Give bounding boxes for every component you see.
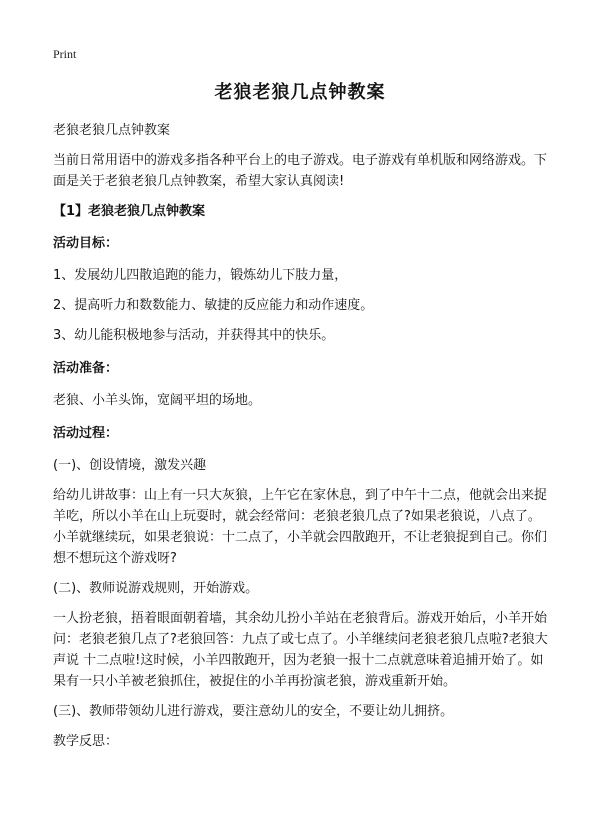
page-title: 老狼老狼几点钟教案 [214,82,386,103]
prep-text: 老狼、小羊头饰，宽阔平坦的场地。 [53,393,262,408]
goal-item: 3、幼儿能积极地参与活动，并获得其中的快乐。 [53,328,335,343]
goal-item: 1、发展幼儿四散追跑的能力，锻炼幼儿下肢力量， [53,268,348,283]
goal-item: 2、提高听力和数数能力、敏捷的反应能力和动作速度。 [53,298,374,313]
step1-heading: (一)、创设情境，激发兴趣 [53,458,207,473]
document-body [53,120,552,761]
print-label: Print [53,47,77,61]
reflection-label: 教学反思： [53,734,119,749]
step2-heading: (二)、教师说游戏规则，开始游戏。 [53,581,259,596]
step2-text: 一人扮老狼，捂着眼面朝着墙，其余幼儿扮小羊站在老狼背后。游戏开始后，小羊开始问：老狼老狼几点了?老狼回答：九点了或七点了。小羊继续问老狼老狼几点啦?老狼大声说 十二点啦!这时候，小羊四散跑开，因为老狼一报十二点就意味着追捕开始了。如果有一只小羊被老狼抓住，被捉住的小羊再扮演老狼，游戏重新开始。 [53,611,548,689]
goals-heading: 活动目标： [53,236,119,251]
process-heading: 活动过程： [53,426,119,441]
document-subtitle: 老狼老狼几点钟教案 [53,123,171,138]
section-heading: 【1】老狼老狼几点钟教案 [53,204,206,219]
intro-paragraph: 当前日常用语中的游戏多指各种平台上的电子游戏。电子游戏有单机版和网络游戏。下面是关于老狼老狼几点钟教案，希望大家认真阅读! [53,153,548,189]
prep-heading: 活动准备： [53,361,119,376]
step1-text: 给幼儿讲故事：山上有一只大灰狼，上午它在家休息，到了中午十二点，他就会出来捉羊吃，所以小羊在山上玩耍时，就会经常问：老狼老狼几点了?如果老狼说，八点了。小羊就继续玩，如果老狼说：十二点了，小羊就会四散跑开，不让老狼捉到自己。你们想不想玩这个游戏呀? [53,488,548,566]
step3-text: (三)、教师带领幼儿进行游戏，要注意幼儿的安全，不要让幼儿拥挤。 [53,704,454,719]
